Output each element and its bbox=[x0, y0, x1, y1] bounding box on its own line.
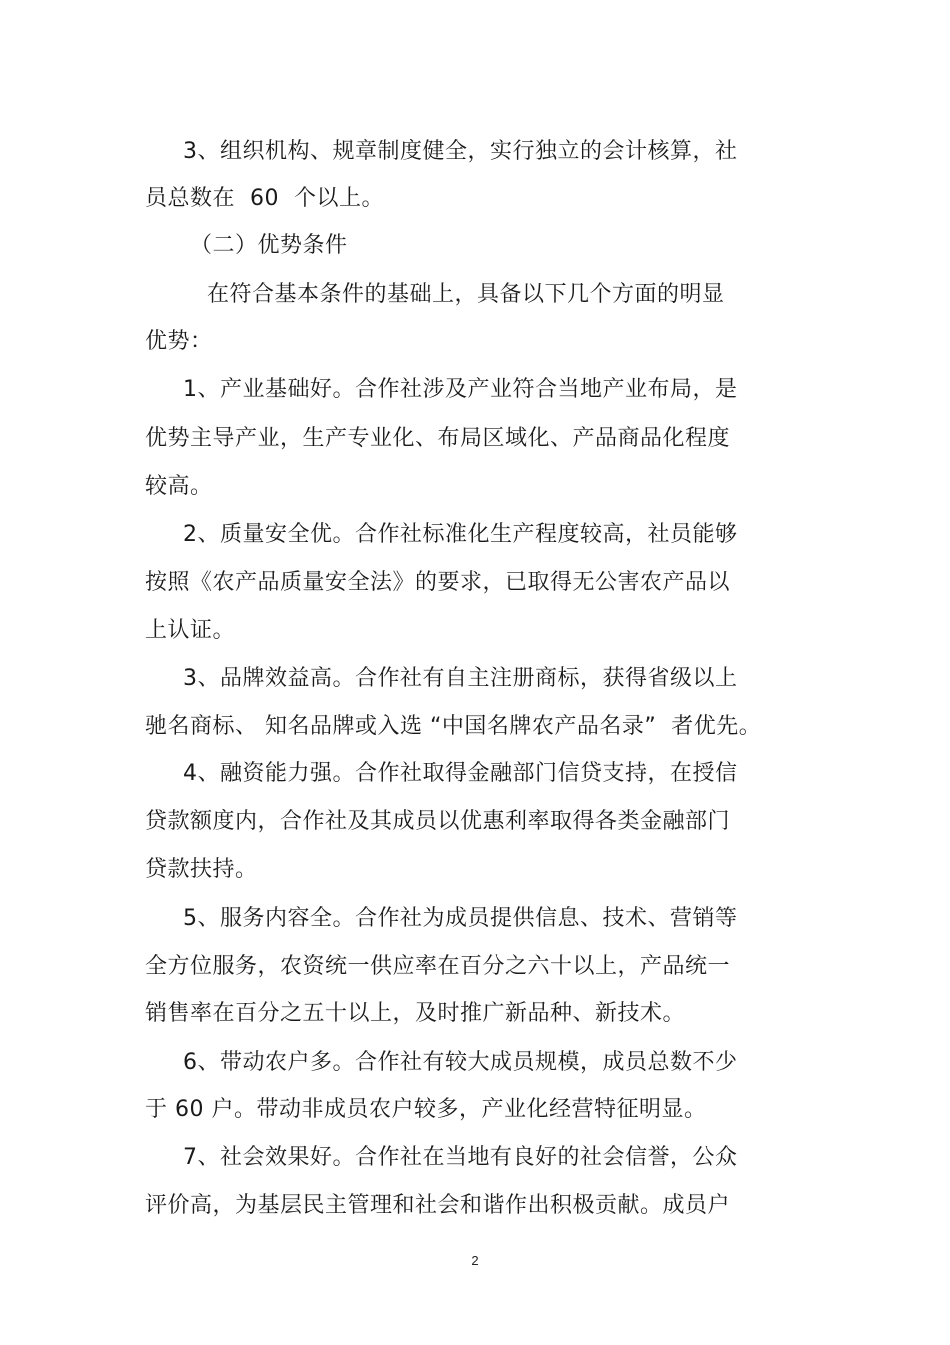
page-number: 2 bbox=[471, 1253, 479, 1268]
text-line: 7、社会效果好。合作社在当地有良好的社会信誉，公众 bbox=[183, 1145, 738, 1170]
text-line: 按照《农产品质量安全法》的要求，已取得无公害农产品以 bbox=[145, 570, 731, 595]
text-line: 评价高，为基层民主管理和社会和谐作出积极贡献。成员户 bbox=[145, 1193, 731, 1218]
text-line: 驰名商标、 知名品牌或入选 “中国名牌农产品名录” 者优先。 bbox=[145, 714, 762, 739]
text-line: 在符合基本条件的基础上，具备以下几个方面的明显 bbox=[207, 282, 725, 307]
text-line: 3、品牌效益高。合作社有自主注册商标，获得省级以上 bbox=[183, 666, 738, 691]
text-line: 于 60 户。带动非成员农户较多，产业化经营特征明显。 bbox=[145, 1097, 707, 1122]
text-line: 贷款扶持。 bbox=[145, 857, 258, 882]
text-line: 5、服务内容全。合作社为成员提供信息、技术、营销等 bbox=[183, 906, 738, 931]
text-line: 销售率在百分之五十以上，及时推广新品种、新技术。 bbox=[145, 1001, 686, 1026]
text-line: 6、带动农户多。合作社有较大成员规模，成员总数不少 bbox=[183, 1050, 738, 1075]
text-line: 1、产业基础好。合作社涉及产业符合当地产业布局，是 bbox=[183, 377, 738, 402]
text-line: 贷款额度内，合作社及其成员以优惠利率取得各类金融部门 bbox=[145, 809, 731, 834]
text-line: 优势主导产业，生产专业化、布局区域化、产品商品化程度 bbox=[145, 426, 731, 451]
text-line: 上认证。 bbox=[145, 618, 236, 643]
text-line: 2、质量安全优。合作社标准化生产程度较高，社员能够 bbox=[183, 522, 738, 547]
section-heading: （二）优势条件 bbox=[190, 233, 348, 258]
text-line: 全方位服务，农资统一供应率在百分之六十以上，产品统一 bbox=[145, 954, 731, 979]
text-line: 优势： bbox=[145, 329, 213, 354]
text-line: 较高。 bbox=[145, 474, 213, 499]
text-line: 员总数在 60 个以上。 bbox=[145, 186, 384, 211]
text-line: 3、组织机构、规章制度健全，实行独立的会计核算，社 bbox=[183, 139, 738, 164]
text-line: 4、融资能力强。合作社取得金融部门信贷支持，在授信 bbox=[183, 761, 738, 786]
